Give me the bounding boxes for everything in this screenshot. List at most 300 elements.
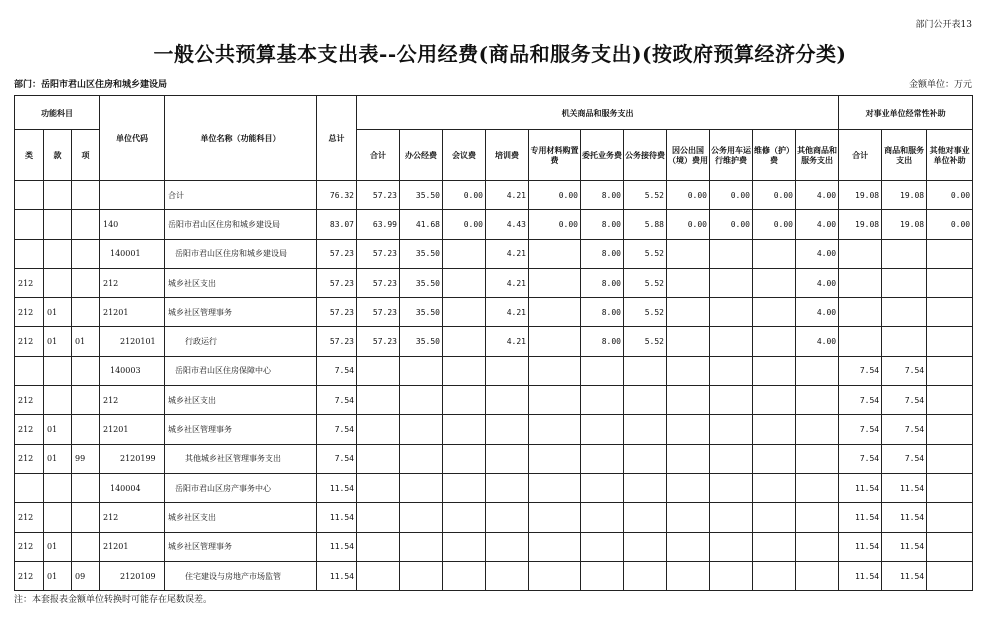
table-row xyxy=(15,415,973,444)
header-agency-col: 合计 xyxy=(357,130,400,181)
cell-agency-value xyxy=(753,356,796,385)
cell-total: 76.32 xyxy=(317,181,357,210)
header-functional-subject: 功能科目 xyxy=(15,96,100,130)
cell-agency-value xyxy=(581,473,624,502)
cell-agency-value: 0.00 xyxy=(667,181,710,210)
cell-agency-value xyxy=(753,268,796,297)
cell-subsidy-value: 11.54 xyxy=(839,503,882,532)
cell-agency-value xyxy=(529,239,581,268)
cell-subsidy-value xyxy=(882,298,927,327)
cell-subsidy-value: 19.08 xyxy=(882,181,927,210)
cell-agency-value xyxy=(753,298,796,327)
cell-agency-value: 0.00 xyxy=(443,210,486,239)
cell-agency-value xyxy=(400,386,443,415)
cell-agency-value xyxy=(400,532,443,561)
table-row xyxy=(15,386,973,415)
cell-agency-value xyxy=(710,561,753,590)
cell-agency-value: 57.23 xyxy=(357,268,400,297)
cell-agency-value xyxy=(753,415,796,444)
header-agency-col: 其他商品和服务支出 xyxy=(796,130,839,181)
cell-agency-value: 35.50 xyxy=(400,239,443,268)
cell-agency-value: 8.00 xyxy=(581,268,624,297)
cell-total: 7.54 xyxy=(317,444,357,473)
cell-total: 57.23 xyxy=(317,268,357,297)
cell-agency-value xyxy=(529,561,581,590)
cell-agency-value xyxy=(357,415,400,444)
table-row xyxy=(15,298,973,327)
cell-unit-code: 140003 xyxy=(100,356,165,385)
cell-agency-value: 5.52 xyxy=(624,181,667,210)
cell-agency-value xyxy=(529,444,581,473)
cell-agency-value xyxy=(443,473,486,502)
cell-total: 7.54 xyxy=(317,386,357,415)
cell-unit-name: 合计 xyxy=(165,181,317,210)
cell-agency-value xyxy=(667,356,710,385)
header-agency-col: 会议费 xyxy=(443,130,486,181)
cell-agency-value xyxy=(710,473,753,502)
cell-subsidy-value: 7.54 xyxy=(839,415,882,444)
cell-agency-value: 4.21 xyxy=(486,239,529,268)
header-agency-col: 公务接待费 xyxy=(624,130,667,181)
cell-agency-value xyxy=(710,268,753,297)
cell-agency-value xyxy=(796,532,839,561)
cell-agency-value xyxy=(753,386,796,415)
department-label: 部门：岳阳市君山区住房和城乡建设局 xyxy=(14,80,168,90)
cell-kuan: 01 xyxy=(44,298,72,327)
cell-agency-value xyxy=(710,239,753,268)
cell-agency-value: 5.52 xyxy=(624,298,667,327)
cell-agency-value xyxy=(710,503,753,532)
cell-lei xyxy=(15,181,44,210)
cell-agency-value: 35.50 xyxy=(400,268,443,297)
cell-agency-value xyxy=(400,356,443,385)
cell-agency-value: 35.50 xyxy=(400,298,443,327)
cell-agency-value xyxy=(796,386,839,415)
cell-unit-code: 212 xyxy=(100,268,165,297)
cell-unit-code: 2120101 xyxy=(100,327,165,356)
cell-xiang xyxy=(72,415,100,444)
cell-agency-value xyxy=(357,532,400,561)
cell-subsidy-value xyxy=(839,239,882,268)
cell-agency-value xyxy=(796,503,839,532)
cell-agency-value xyxy=(796,561,839,590)
table-row xyxy=(15,268,973,297)
cell-agency-value xyxy=(710,532,753,561)
cell-agency-value: 4.21 xyxy=(486,298,529,327)
cell-agency-value: 4.00 xyxy=(796,181,839,210)
cell-kuan xyxy=(44,473,72,502)
table-row xyxy=(15,503,973,532)
cell-agency-value xyxy=(753,327,796,356)
cell-subsidy-value xyxy=(927,532,973,561)
cell-agency-value: 0.00 xyxy=(753,181,796,210)
cell-agency-value: 8.00 xyxy=(581,327,624,356)
cell-unit-code: 140001 xyxy=(100,239,165,268)
cell-lei xyxy=(15,210,44,239)
cell-agency-value xyxy=(486,386,529,415)
cell-agency-value xyxy=(667,473,710,502)
cell-lei: 212 xyxy=(15,503,44,532)
cell-lei: 212 xyxy=(15,386,44,415)
cell-subsidy-value: 19.08 xyxy=(882,210,927,239)
cell-subsidy-value xyxy=(927,356,973,385)
cell-agency-value xyxy=(753,503,796,532)
cell-xiang xyxy=(72,298,100,327)
cell-agency-value: 0.00 xyxy=(529,210,581,239)
cell-unit-name: 城乡社区管理事务 xyxy=(165,532,317,561)
cell-unit-code: 21201 xyxy=(100,415,165,444)
cell-lei: 212 xyxy=(15,327,44,356)
cell-agency-value xyxy=(581,386,624,415)
cell-subsidy-value xyxy=(927,239,973,268)
cell-agency-value xyxy=(624,561,667,590)
cell-agency-value: 57.23 xyxy=(357,239,400,268)
cell-agency-value: 0.00 xyxy=(753,210,796,239)
table-row xyxy=(15,356,973,385)
cell-agency-value: 8.00 xyxy=(581,210,624,239)
cell-agency-value xyxy=(753,532,796,561)
cell-lei: 212 xyxy=(15,298,44,327)
cell-lei xyxy=(15,473,44,502)
cell-agency-value: 57.23 xyxy=(357,327,400,356)
cell-xiang: 09 xyxy=(72,561,100,590)
cell-subsidy-value xyxy=(882,268,927,297)
cell-lei: 212 xyxy=(15,561,44,590)
cell-agency-value xyxy=(443,561,486,590)
header-agency-col: 委托业务费 xyxy=(581,130,624,181)
cell-agency-value xyxy=(443,298,486,327)
cell-unit-name: 岳阳市君山区住房和城乡建设局 xyxy=(165,239,317,268)
table-row xyxy=(15,473,973,502)
cell-unit-code: 2120199 xyxy=(100,444,165,473)
cell-unit-name: 岳阳市君山区住房和城乡建设局 xyxy=(165,210,317,239)
cell-unit-code: 2120109 xyxy=(100,561,165,590)
cell-agency-value: 5.88 xyxy=(624,210,667,239)
cell-subsidy-value xyxy=(927,268,973,297)
cell-lei xyxy=(15,356,44,385)
header-agency-col: 专用材料购置费 xyxy=(529,130,581,181)
cell-kuan xyxy=(44,181,72,210)
cell-xiang xyxy=(72,386,100,415)
header-subsidy-group: 对事业单位经常性补助 xyxy=(839,96,973,130)
cell-unit-name: 其他城乡社区管理事务支出 xyxy=(165,444,317,473)
table-row xyxy=(15,181,973,210)
header-subsidy-col: 合计 xyxy=(839,130,882,181)
cell-agency-value xyxy=(486,415,529,444)
cell-subsidy-value xyxy=(927,503,973,532)
cell-subsidy-value: 7.54 xyxy=(839,356,882,385)
header-agency-col: 办公经费 xyxy=(400,130,443,181)
cell-agency-value xyxy=(796,415,839,444)
cell-agency-value: 4.00 xyxy=(796,298,839,327)
table-row xyxy=(15,210,973,239)
cell-xiang xyxy=(72,268,100,297)
header-agency-col: 维修（护）费 xyxy=(753,130,796,181)
table-body xyxy=(15,181,973,591)
cell-agency-value xyxy=(443,386,486,415)
cell-kuan xyxy=(44,239,72,268)
cell-agency-value xyxy=(667,532,710,561)
cell-subsidy-value xyxy=(927,298,973,327)
cell-kuan xyxy=(44,503,72,532)
cell-agency-value xyxy=(667,298,710,327)
cell-agency-value xyxy=(667,415,710,444)
cell-agency-value xyxy=(624,503,667,532)
cell-agency-value xyxy=(710,444,753,473)
cell-unit-code: 21201 xyxy=(100,298,165,327)
header-lei: 类 xyxy=(15,130,44,181)
header-subsidy-col: 商品和服务支出 xyxy=(882,130,927,181)
cell-unit-name: 城乡社区管理事务 xyxy=(165,415,317,444)
cell-agency-value xyxy=(710,415,753,444)
unit-label: 金额单位：万元 xyxy=(908,80,972,90)
cell-agency-value xyxy=(624,473,667,502)
cell-kuan: 01 xyxy=(44,561,72,590)
header-agency-group: 机关商品和服务支出 xyxy=(357,96,839,130)
cell-agency-value: 0.00 xyxy=(710,210,753,239)
cell-unit-name: 住宅建设与房地产市场监管 xyxy=(165,561,317,590)
header-kuan: 款 xyxy=(44,130,72,181)
cell-unit-code: 140 xyxy=(100,210,165,239)
cell-agency-value xyxy=(529,386,581,415)
cell-agency-value xyxy=(529,268,581,297)
cell-agency-value: 0.00 xyxy=(529,181,581,210)
cell-agency-value xyxy=(581,356,624,385)
cell-unit-code: 21201 xyxy=(100,532,165,561)
header-agency-col: 培训费 xyxy=(486,130,529,181)
cell-agency-value xyxy=(624,356,667,385)
cell-kuan xyxy=(44,356,72,385)
cell-agency-value: 8.00 xyxy=(581,181,624,210)
header-xiang: 项 xyxy=(72,130,100,181)
cell-agency-value xyxy=(443,356,486,385)
cell-agency-value xyxy=(753,473,796,502)
cell-xiang xyxy=(72,473,100,502)
cell-lei xyxy=(15,239,44,268)
cell-agency-value xyxy=(581,444,624,473)
cell-subsidy-value: 11.54 xyxy=(882,473,927,502)
budget-table xyxy=(14,95,973,591)
cell-agency-value: 4.21 xyxy=(486,327,529,356)
cell-kuan: 01 xyxy=(44,415,72,444)
cell-total: 57.23 xyxy=(317,327,357,356)
cell-unit-name: 城乡社区支出 xyxy=(165,268,317,297)
cell-agency-value xyxy=(624,532,667,561)
cell-total: 57.23 xyxy=(317,298,357,327)
cell-agency-value: 8.00 xyxy=(581,239,624,268)
cell-agency-value xyxy=(753,561,796,590)
table-row xyxy=(15,327,973,356)
table-row xyxy=(15,239,973,268)
cell-subsidy-value xyxy=(927,473,973,502)
cell-unit-name: 岳阳市君山区住房保障中心 xyxy=(165,356,317,385)
cell-agency-value xyxy=(667,268,710,297)
cell-agency-value xyxy=(486,532,529,561)
cell-unit-code: 140004 xyxy=(100,473,165,502)
cell-agency-value: 0.00 xyxy=(667,210,710,239)
cell-subsidy-value xyxy=(882,239,927,268)
cell-subsidy-value xyxy=(927,327,973,356)
cell-agency-value: 35.50 xyxy=(400,181,443,210)
cell-agency-value xyxy=(443,239,486,268)
cell-subsidy-value: 7.54 xyxy=(882,386,927,415)
cell-agency-value: 63.99 xyxy=(357,210,400,239)
table-row xyxy=(15,444,973,473)
footnote: 注：本套报表金额单位转换时可能存在尾数误差。 xyxy=(14,595,213,605)
cell-kuan xyxy=(44,386,72,415)
cell-agency-value xyxy=(486,503,529,532)
cell-subsidy-value: 0.00 xyxy=(927,210,973,239)
cell-subsidy-value: 19.08 xyxy=(839,181,882,210)
cell-agency-value: 5.52 xyxy=(624,239,667,268)
cell-agency-value xyxy=(357,386,400,415)
cell-subsidy-value xyxy=(839,327,882,356)
cell-agency-value xyxy=(529,532,581,561)
cell-total: 11.54 xyxy=(317,503,357,532)
cell-total: 11.54 xyxy=(317,561,357,590)
cell-agency-value xyxy=(710,298,753,327)
cell-subsidy-value xyxy=(839,298,882,327)
cell-total: 7.54 xyxy=(317,415,357,444)
table-row xyxy=(15,561,973,590)
cell-agency-value: 0.00 xyxy=(443,181,486,210)
cell-agency-value xyxy=(357,444,400,473)
cell-agency-value xyxy=(357,356,400,385)
cell-agency-value xyxy=(357,561,400,590)
cell-agency-value xyxy=(667,561,710,590)
header-row-1 xyxy=(15,96,973,130)
cell-unit-name: 城乡社区支出 xyxy=(165,503,317,532)
cell-unit-code: 212 xyxy=(100,503,165,532)
cell-agency-value xyxy=(753,239,796,268)
cell-xiang xyxy=(72,503,100,532)
cell-agency-value: 4.00 xyxy=(796,268,839,297)
cell-total: 11.54 xyxy=(317,473,357,502)
cell-subsidy-value: 19.08 xyxy=(839,210,882,239)
cell-agency-value xyxy=(667,386,710,415)
cell-xiang xyxy=(72,181,100,210)
cell-agency-value xyxy=(357,503,400,532)
cell-xiang xyxy=(72,532,100,561)
cell-agency-value xyxy=(400,444,443,473)
cell-agency-value: 5.52 xyxy=(624,268,667,297)
cell-xiang xyxy=(72,356,100,385)
cell-agency-value xyxy=(400,561,443,590)
table-row xyxy=(15,532,973,561)
cell-agency-value xyxy=(400,503,443,532)
cell-kuan: 01 xyxy=(44,444,72,473)
cell-agency-value xyxy=(796,473,839,502)
cell-subsidy-value: 7.54 xyxy=(882,415,927,444)
cell-subsidy-value: 11.54 xyxy=(839,473,882,502)
cell-lei: 212 xyxy=(15,532,44,561)
cell-subsidy-value: 7.54 xyxy=(839,386,882,415)
cell-unit-name: 行政运行 xyxy=(165,327,317,356)
cell-agency-value xyxy=(796,356,839,385)
cell-kuan: 01 xyxy=(44,532,72,561)
cell-unit-name: 城乡社区支出 xyxy=(165,386,317,415)
header-total: 总计 xyxy=(317,96,357,181)
cell-xiang: 01 xyxy=(72,327,100,356)
cell-subsidy-value: 11.54 xyxy=(839,532,882,561)
cell-agency-value xyxy=(486,356,529,385)
cell-kuan xyxy=(44,268,72,297)
cell-subsidy-value: 11.54 xyxy=(882,561,927,590)
cell-subsidy-value xyxy=(882,327,927,356)
cell-agency-value: 4.21 xyxy=(486,268,529,297)
cell-lei: 212 xyxy=(15,444,44,473)
cell-subsidy-value: 0.00 xyxy=(927,181,973,210)
cell-agency-value xyxy=(581,503,624,532)
cell-agency-value xyxy=(486,561,529,590)
cell-subsidy-value xyxy=(927,561,973,590)
cell-agency-value xyxy=(667,327,710,356)
cell-unit-code: 212 xyxy=(100,386,165,415)
cell-lei: 212 xyxy=(15,415,44,444)
cell-subsidy-value: 7.54 xyxy=(882,356,927,385)
cell-agency-value xyxy=(443,327,486,356)
cell-agency-value xyxy=(443,268,486,297)
cell-unit-name: 城乡社区管理事务 xyxy=(165,298,317,327)
header-agency-col: 公务用车运行维护费 xyxy=(710,130,753,181)
cell-total: 7.54 xyxy=(317,356,357,385)
cell-agency-value xyxy=(624,415,667,444)
cell-agency-value xyxy=(710,356,753,385)
cell-xiang xyxy=(72,239,100,268)
cell-agency-value xyxy=(443,444,486,473)
cell-agency-value xyxy=(357,473,400,502)
page-title: 一般公共预算基本支出表--公用经费(商品和服务支出)(按政府预算经济分类) xyxy=(153,42,847,66)
header-unit-code: 单位代码 xyxy=(100,96,165,181)
cell-xiang xyxy=(72,210,100,239)
cell-agency-value: 8.00 xyxy=(581,298,624,327)
cell-agency-value: 5.52 xyxy=(624,327,667,356)
cell-agency-value xyxy=(667,239,710,268)
cell-agency-value: 4.43 xyxy=(486,210,529,239)
cell-agency-value xyxy=(400,473,443,502)
cell-agency-value xyxy=(710,386,753,415)
cell-total: 57.23 xyxy=(317,239,357,268)
cell-unit-name: 岳阳市君山区房产事务中心 xyxy=(165,473,317,502)
cell-agency-value xyxy=(529,356,581,385)
cell-subsidy-value: 7.54 xyxy=(882,444,927,473)
cell-subsidy-value: 7.54 xyxy=(839,444,882,473)
cell-agency-value: 4.00 xyxy=(796,327,839,356)
cell-agency-value xyxy=(443,503,486,532)
cell-kuan: 01 xyxy=(44,327,72,356)
cell-agency-value xyxy=(529,415,581,444)
cell-agency-value xyxy=(624,386,667,415)
cell-agency-value: 35.50 xyxy=(400,327,443,356)
cell-agency-value xyxy=(529,473,581,502)
cell-agency-value xyxy=(581,415,624,444)
cell-agency-value xyxy=(753,444,796,473)
cell-subsidy-value: 11.54 xyxy=(882,532,927,561)
cell-agency-value: 4.00 xyxy=(796,239,839,268)
cell-subsidy-value xyxy=(927,444,973,473)
cell-agency-value: 41.68 xyxy=(400,210,443,239)
cell-agency-value xyxy=(400,415,443,444)
cell-unit-code xyxy=(100,181,165,210)
cell-agency-value xyxy=(667,503,710,532)
cell-agency-value: 57.23 xyxy=(357,181,400,210)
cell-agency-value xyxy=(443,415,486,444)
cell-xiang: 99 xyxy=(72,444,100,473)
cell-agency-value xyxy=(486,444,529,473)
cell-agency-value xyxy=(796,444,839,473)
cell-agency-value xyxy=(529,503,581,532)
cell-agency-value xyxy=(581,532,624,561)
